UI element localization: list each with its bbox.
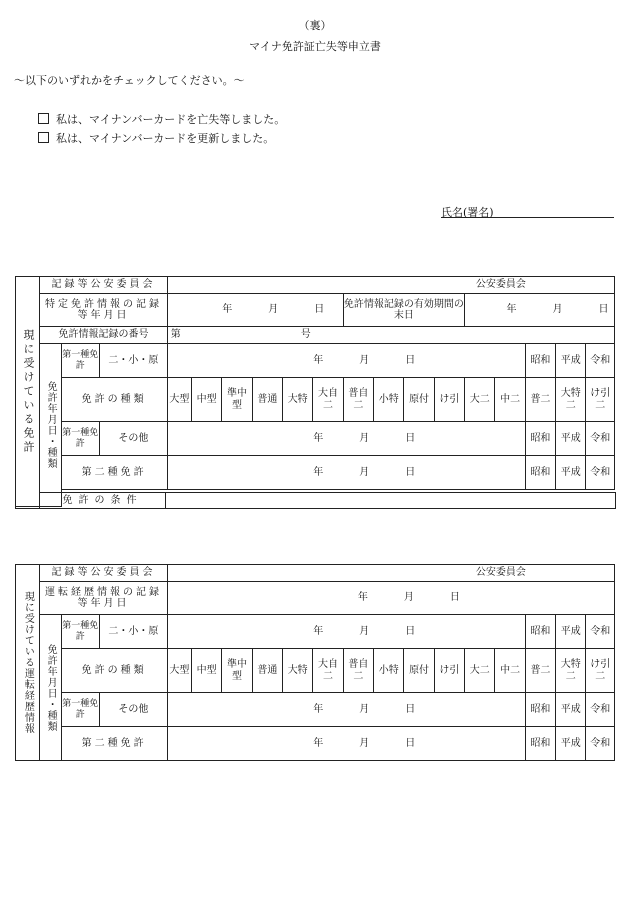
label-driving-date: 運転経歴情報の記録等年月日: [40, 582, 167, 615]
type-semi-medium[interactable]: 準中型: [222, 649, 252, 693]
label-specific-date: 特定免許情報の記録等年月日: [40, 294, 167, 327]
era-showa[interactable]: 昭和: [525, 693, 555, 727]
label-commission: 記録等公安委員会: [40, 277, 167, 294]
type-large-second[interactable]: 大二: [465, 378, 495, 422]
second-class-date-field-2[interactable]: 年 月 日: [167, 727, 525, 761]
checkbox-row-renewed[interactable]: [38, 130, 274, 146]
type-towing[interactable]: け引: [434, 378, 464, 422]
driving-date-field[interactable]: 年 月 日: [167, 582, 614, 615]
era-showa[interactable]: 昭和: [525, 727, 555, 761]
label-second-class: 第二種免許: [61, 456, 167, 490]
side-label-license-date-2: 免許年月日・種類: [40, 615, 61, 761]
label-second-class-2: 第二種免許: [61, 727, 167, 761]
type-ordinary[interactable]: 普通: [252, 649, 282, 693]
type-moped[interactable]: 原付: [404, 649, 434, 693]
type-medium[interactable]: 中型: [191, 378, 221, 422]
checkbox-renewed[interactable]: [38, 132, 49, 143]
label-record-number: 免許情報記録の番号: [40, 327, 167, 344]
type-large-special[interactable]: 大特: [283, 378, 313, 422]
type-medium-second[interactable]: 中二: [495, 649, 525, 693]
checkbox-lost-label: 私は、マイナンバーカードを亡失等しました。: [56, 113, 286, 126]
era-heisei[interactable]: 平成: [556, 456, 586, 490]
type-medium[interactable]: 中型: [191, 649, 221, 693]
era-showa[interactable]: 昭和: [525, 456, 555, 490]
other-date-field-2[interactable]: 年 月 日: [167, 693, 525, 727]
type-ordinary-second[interactable]: 普二: [525, 649, 555, 693]
side-label-license-date: 免許年月日・種類: [40, 344, 61, 507]
commission-suffix: 公安委員会: [475, 279, 526, 291]
era-showa[interactable]: 昭和: [525, 344, 555, 378]
commission-field-2[interactable]: 公安委員会: [167, 565, 614, 582]
signature-field[interactable]: [441, 204, 614, 218]
side-label-driving-history: 現に受けている運転経歴情報: [16, 565, 40, 761]
driving-history-table: [15, 564, 615, 761]
era-heisei[interactable]: 平成: [556, 422, 586, 456]
expiry-date-field[interactable]: 年 月 日: [465, 294, 615, 327]
type-ordinary[interactable]: 普通: [252, 378, 282, 422]
type-moped[interactable]: 原付: [404, 378, 434, 422]
label-commission-2: 記録等公安委員会: [40, 565, 167, 582]
era-reiwa[interactable]: 令和: [586, 456, 615, 490]
checkbox-renewed-label: 私は、マイナンバーカードを更新しました。: [56, 132, 275, 145]
conditions-row: [15, 492, 616, 509]
label-first-class-other-2: 第一種免許: [61, 693, 99, 727]
type-large-motorcycle[interactable]: 大自二: [313, 378, 343, 422]
commission-field[interactable]: [167, 277, 614, 294]
type-large[interactable]: 大型: [167, 378, 191, 422]
instruction-text: ～以下のいずれかをチェックしてください。～: [14, 74, 245, 87]
type-ordinary-motorcycle[interactable]: 普自二: [343, 649, 373, 693]
type-large-special-second[interactable]: 大特二: [556, 378, 586, 422]
label-conditions: 免許の条件: [40, 493, 166, 509]
conditions-field[interactable]: [166, 493, 616, 509]
type-ordinary-motorcycle[interactable]: 普自二: [343, 378, 373, 422]
first-class-date-field-2[interactable]: 年 月 日: [167, 615, 525, 649]
label-other-2: その他: [99, 693, 167, 727]
label-expiry-date: 免許情報記録の有効期間の末日: [343, 294, 464, 327]
type-large-second[interactable]: 大二: [465, 649, 495, 693]
era-heisei[interactable]: 平成: [556, 344, 586, 378]
label-license-types: 免許の種類: [61, 378, 167, 422]
era-reiwa[interactable]: 令和: [586, 693, 615, 727]
form-title: マイナ免許証亡失等申立書: [249, 40, 381, 53]
era-heisei[interactable]: 平成: [556, 615, 586, 649]
label-other: その他: [99, 422, 167, 456]
type-large-special-second[interactable]: 大特二: [556, 649, 586, 693]
label-class-small-2: 二・小・原: [99, 615, 167, 649]
era-reiwa[interactable]: 令和: [586, 615, 615, 649]
other-date-field[interactable]: 年 月 日: [167, 422, 525, 456]
specific-date-field[interactable]: 年 月 日: [167, 294, 343, 327]
signature-label: 氏名(署名): [441, 206, 494, 219]
type-small-special[interactable]: 小特: [374, 649, 404, 693]
label-first-class-other: 第一種免許: [61, 422, 99, 456]
type-towing-second[interactable]: け引二: [586, 649, 615, 693]
first-class-date-field[interactable]: 年 月 日: [167, 344, 525, 378]
type-towing[interactable]: け引: [434, 649, 464, 693]
back-side-label: （裏）: [298, 19, 332, 32]
type-ordinary-second[interactable]: 普二: [525, 378, 555, 422]
era-reiwa[interactable]: 令和: [586, 422, 615, 456]
era-heisei[interactable]: 平成: [556, 693, 586, 727]
current-license-table: [15, 276, 615, 507]
type-large-special[interactable]: 大特: [283, 649, 313, 693]
checkbox-row-lost[interactable]: [38, 111, 285, 127]
type-large[interactable]: 大型: [167, 649, 191, 693]
type-large-motorcycle[interactable]: 大自二: [313, 649, 343, 693]
record-number-field[interactable]: 第 号: [167, 327, 614, 344]
type-towing-second[interactable]: け引二: [586, 378, 615, 422]
type-medium-second[interactable]: 中二: [495, 378, 525, 422]
label-first-class-2: 第一種免許: [61, 615, 99, 649]
era-reiwa[interactable]: 令和: [586, 344, 615, 378]
era-showa[interactable]: 昭和: [525, 615, 555, 649]
type-semi-medium[interactable]: 準中型: [222, 378, 252, 422]
era-showa[interactable]: 昭和: [525, 422, 555, 456]
label-license-types-2: 免許の種類: [61, 649, 167, 693]
label-class-small: 二・小・原: [99, 344, 167, 378]
label-first-class: 第一種免許: [61, 344, 99, 378]
second-class-date-field[interactable]: 年 月 日: [167, 456, 525, 490]
side-label-current-license: 現に受けている免許: [16, 277, 40, 507]
era-reiwa[interactable]: 令和: [586, 727, 615, 761]
era-heisei[interactable]: 平成: [556, 727, 586, 761]
checkbox-lost[interactable]: [38, 113, 49, 124]
type-small-special[interactable]: 小特: [374, 378, 404, 422]
